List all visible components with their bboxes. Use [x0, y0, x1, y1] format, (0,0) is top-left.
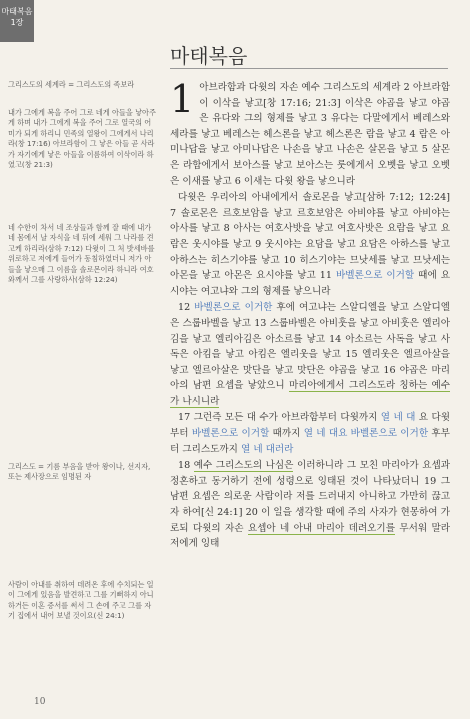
verse-number: 18 [178, 460, 191, 472]
paragraph [170, 410, 450, 457]
highlight-blue: 바벨론으로 이거할 [336, 270, 415, 282]
highlight-blue: 바벨론으로 이거한 [194, 302, 273, 314]
title-rule [170, 68, 448, 69]
verse-text: 때에 요시야는 여고냐와 그의 형제를 낳으니라 [170, 270, 450, 297]
side-note: 그리스도의 세계라 = 그리스도의 족보라 [8, 80, 135, 89]
highlight-underline: 예수 그리스도의 나심은 [193, 460, 294, 472]
verse-text: 아브라함과 다윗의 자손 예수 그리스도의 세계라 2 아브라함이 이삭을 낳고[창 17:16; 21:3] 이삭은 야곱을 낳고 야곱은 유다와 그의 형제를 낳고 3 유다는 다말에게서 베레스와 세라를 낳고 베레스는 헤스론을 낳고 헤스론은 람을 낳고 4 람은 아미나답을 낳고 아미나답은 나손을 낳고 나손은 살몬을 낳고 5 살몬은 라합에게서 보아스를 낳고 보아스는 룻에게서 오벳을 낳고 오벳은 이새를 낳고 6 이새는 다윗 왕을 낳으니라 [170, 82, 450, 187]
side-note: 그리스도 = 기름 부음을 받아 왕이나, 선지자, 또는 제사장으로 임명된 자 [8, 462, 151, 482]
paragraph [170, 458, 450, 552]
page-title: 마태복음 [170, 44, 248, 68]
paragraph [170, 300, 450, 409]
verse-text: 이러하니라 그 모친 마리아가 요셉과 정혼하고 동거하기 전에 성령으로 잉태된 것이 나타났더니 19 그 남편 요셉은 의로운 사람이라 저를 드러내지 아니하고 가만히 끊고자 하여[신 24:1] 20 이 일을 생각할 때에 주의 사자가 현몽하여 가로되 다윗의 자손 [170, 460, 450, 534]
tab-book-name: 마태복음 [1, 7, 33, 16]
page-number: 10 [34, 697, 46, 707]
highlight-blue: 열 네 대러라 [241, 443, 294, 455]
verse-text: 다윗은 우리아의 아내에게서 솔로몬을 낳고[삼하 7:12; 12:24] 7 솔로몬은 르호보암을 낳고 르호보암은 아비야를 낳고 아비야는 아사를 낳고 8 아사는 여호사밧을 낳고 여호사밧은 요람을 낳고 요람은 웃시야를 낳고 9 웃시야는 요담을 낳고 요담은 아하스를 낳고 아하스는 히스기야를 낳고 10 히스기야는 므낫세를 낳고 므낫세는 아몬을 낳고 아몬은 요시야를 낳고 11 [170, 192, 450, 282]
verse-text: 요 다윗부터 [170, 412, 450, 440]
paragraph [170, 190, 450, 299]
verse-text: 후부터 그리스도까지 [170, 428, 450, 455]
side-note: 네 수한이 차서 네 조상들과 함께 잘 때에 내가 네 몸에서 날 자식을 네 뒤에 세워 그 나라를 견고케 하리라(삼하 7:12) 다윗이 그 처 밧세바를 위로하고 저에게 들어가 동침하였더니 저가 아들을 낳으매 그 이름을 솔로몬이라 하니라 여호와께서 그를 사랑하사(삼하 12:24) [8, 223, 155, 285]
verse-text: 후에 여고냐는 스알디엘을 낳고 스알디엘은 스룹바벨을 낳고 13 스룹바벨은 아비훗을 낳고 아비훗은 엘리아김을 낳고 엘리아김은 아소르를 낳고 14 아소르는 사독을 낳고 사독은 아킴을 낳고 아킴은 엘리웃을 낳고 15 엘리웃은 엘르아살을 낳고 엘르아살은 맛단을 낳고 맛단은 야곱을 낳고 16 야곱은 마리아의 남편 요셉을 낳았으니 [170, 302, 450, 392]
verse-number: 12 [178, 302, 191, 314]
verse-text: 때까지 [272, 428, 301, 440]
side-note: 내가 그에게 복을 주어 그로 네게 아들을 낳아주게 하며 내가 그에게 복을 주어 그로 열국의 어미가 되게 하리니 민족의 열왕이 그에게서 나리라(창 17:16) 아브라함이 그 낳은 아들 곧 사라가 자기에게 낳은 아들을 이름하여 이삭이라 하였고(창 21:3) [8, 108, 156, 170]
highlight-underline: 요셉아 네 아내 마리아 데려오기를 [247, 522, 395, 534]
chapter-tab [0, 0, 34, 42]
scripture-text [170, 77, 451, 553]
highlight-blue: 바벨론으로 이거할 [191, 428, 270, 440]
side-note: 사람이 아내를 취하여 데려온 후에 수치되는 일이 그에게 있음을 발견하고 그를 기뻐하지 아니하거든 이혼 증서를 써서 그 손에 주고 그를 자기 집에서 내어 보낼 것이요(신 24:1) [8, 580, 154, 621]
highlight-underline: 마리아에게서 그리스도라 칭하는 예수가 나시니라 [170, 380, 451, 407]
verse-text: 17 그런즉 모든 대 수가 아브라함부터 다윗까지 [178, 412, 378, 424]
highlight-blue: 열 네 대 [380, 412, 416, 424]
highlight-blue: 열 네 대요 바벨론으로 이거한 [303, 428, 429, 440]
paragraph [170, 77, 450, 189]
drop-cap: 1 [170, 77, 195, 121]
verse-text: 무서워 말라 저에게 잉태 [170, 522, 450, 550]
tab-chapter: 1장 [10, 18, 24, 27]
